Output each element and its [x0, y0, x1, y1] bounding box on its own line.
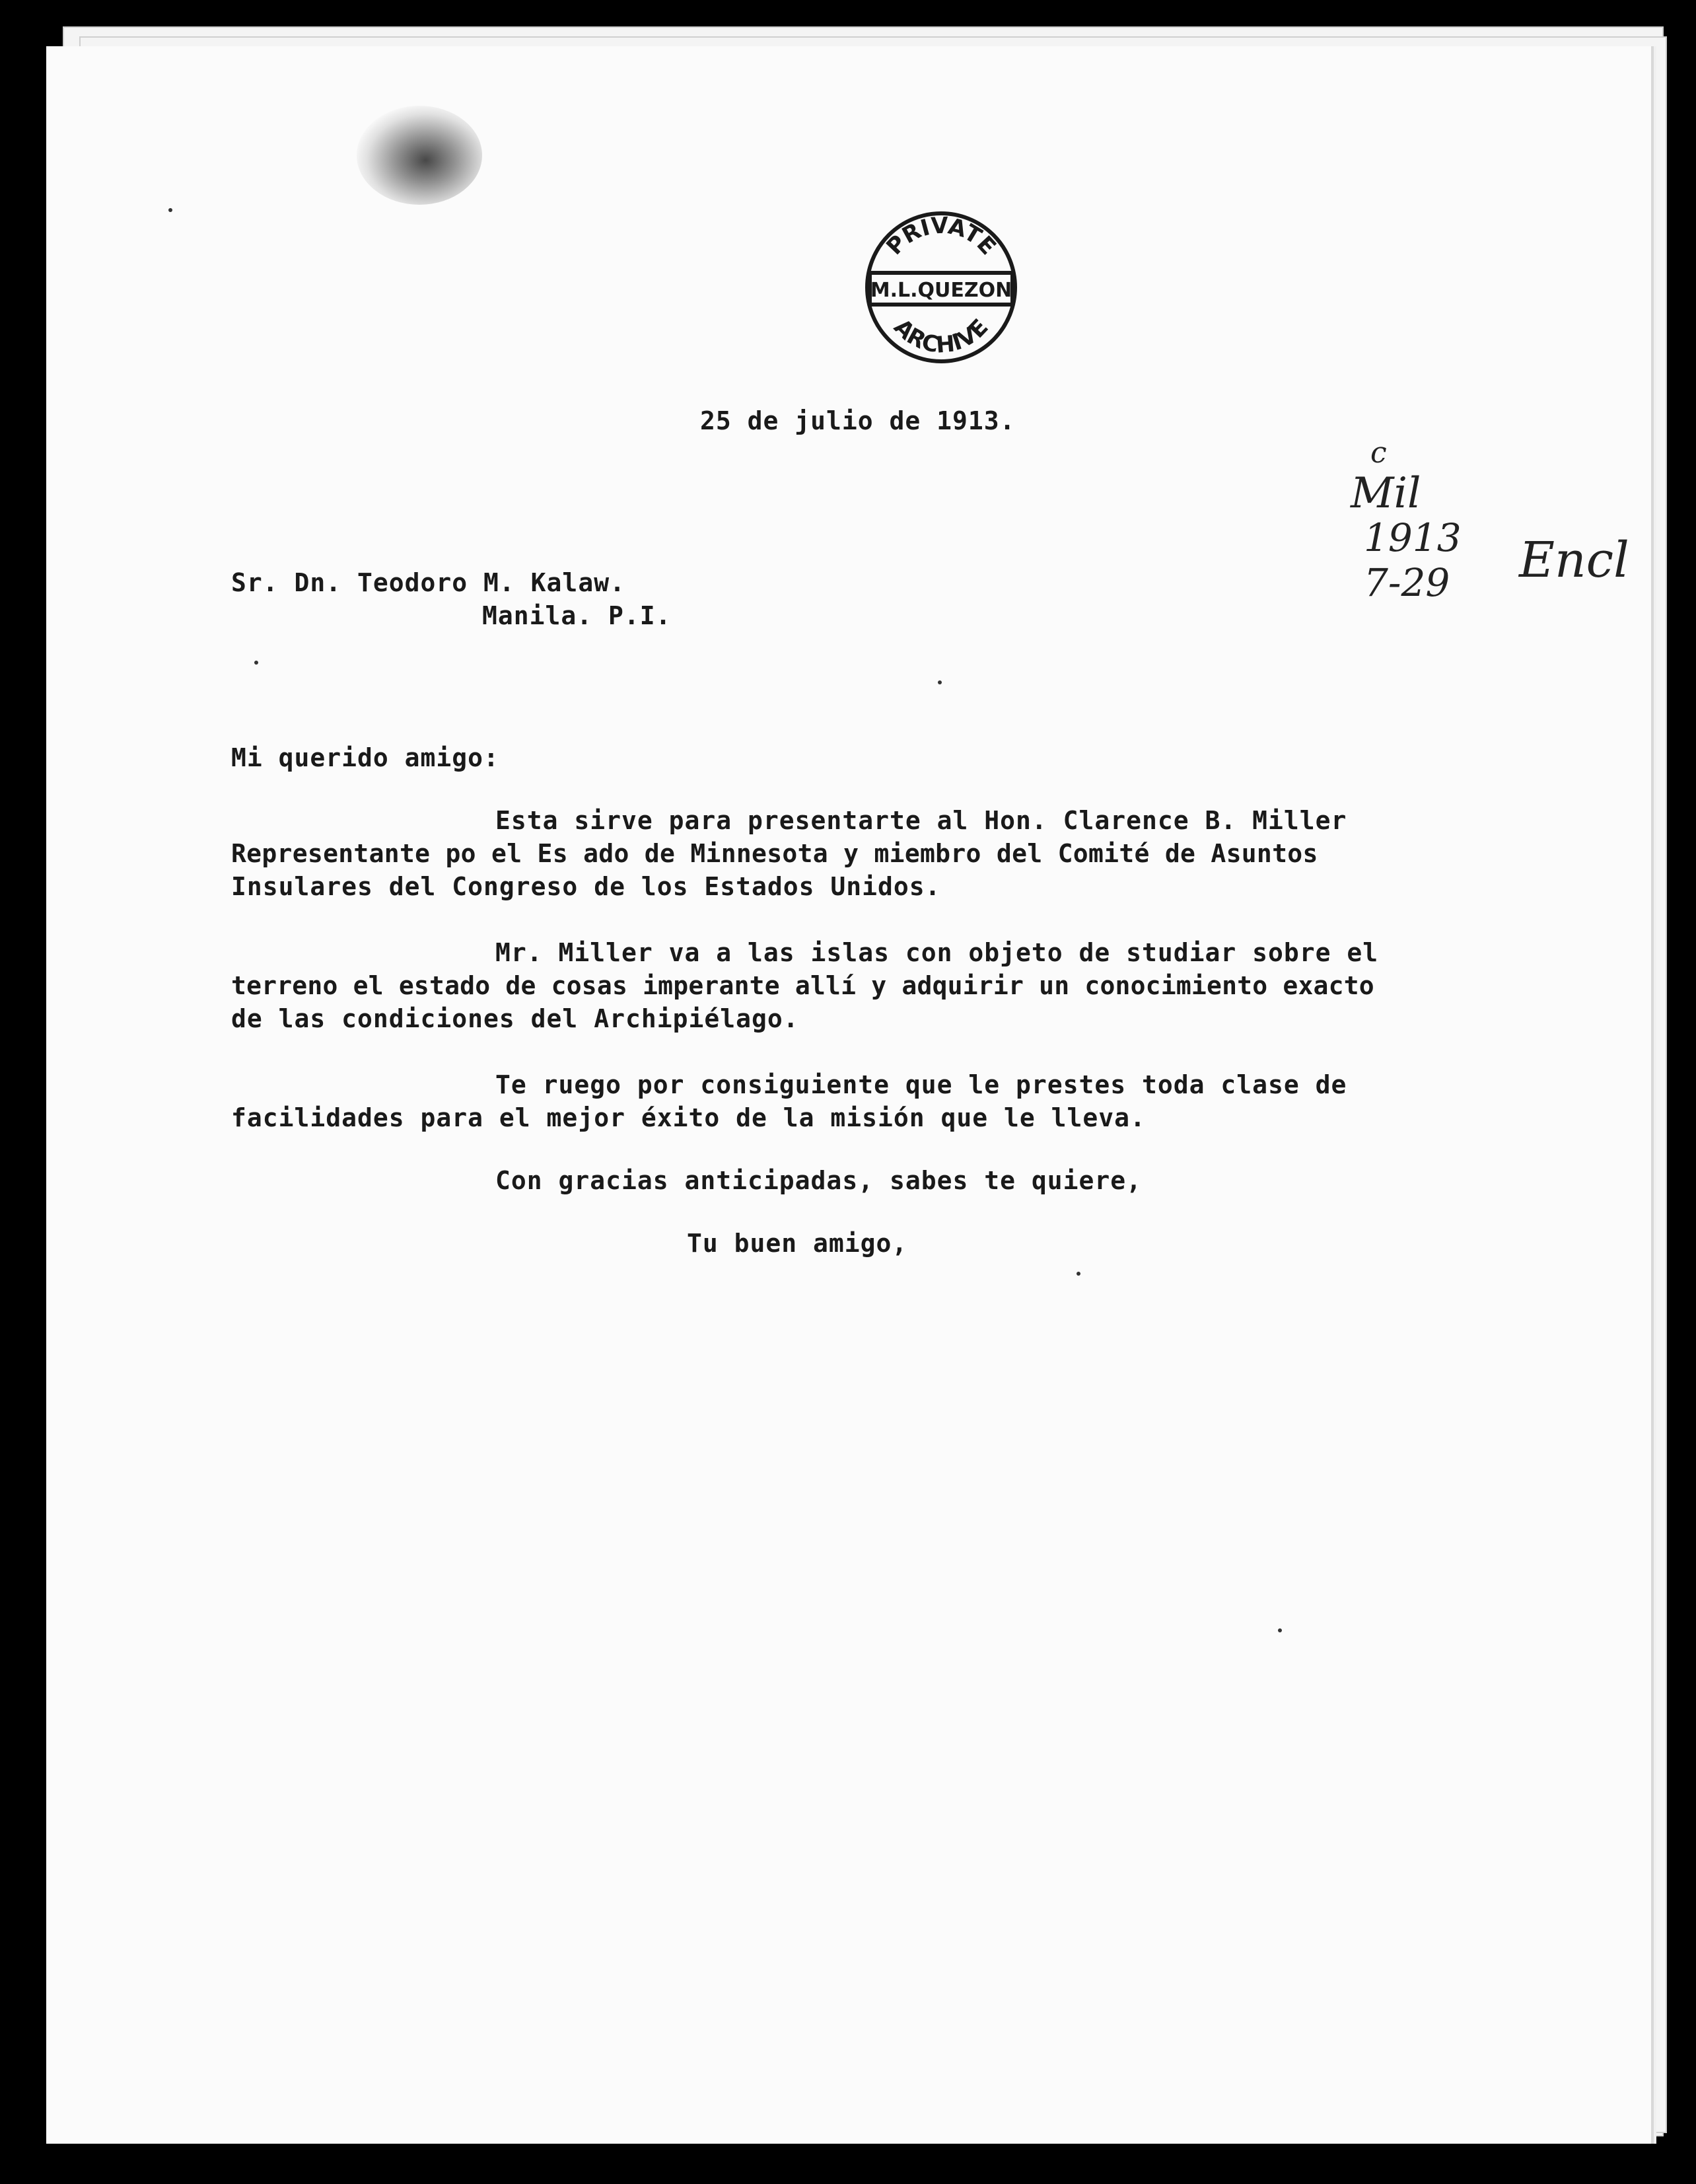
closing-line: Con gracias anticipadas, sabes te quiere,	[495, 1166, 1142, 1195]
speck	[168, 208, 172, 212]
addressee-city: Manila. P.I.	[482, 601, 672, 630]
speck	[254, 661, 258, 665]
annotation-c: c	[1370, 436, 1387, 470]
paragraph-3-line-2: facilidades para el mejor éxito de la misión que le lleva.	[231, 1103, 1146, 1132]
salutation: Mi querido amigo:	[231, 743, 499, 772]
annotation-mil: Mil	[1351, 469, 1421, 518]
annotation-year: 1913	[1364, 515, 1462, 560]
addressee-name: Sr. Dn. Teodoro M. Kalaw.	[231, 568, 625, 597]
stamp-top-text: PRIVATE	[881, 212, 1001, 260]
speck	[1077, 1272, 1080, 1276]
paragraph-1-line-3: Insulares del Congreso de los Estados Unidos.	[231, 872, 941, 901]
paragraph-3-line-1: Te ruego por consiguiente que le prestes toda clase de	[495, 1070, 1347, 1099]
annotation-date: 7-29	[1364, 560, 1450, 605]
paragraph-1-line-2: Representante po el Es ado de Minnesota y miembro del Comité de Asuntos	[231, 839, 1318, 868]
letter-page	[46, 46, 1651, 2144]
stamp-center-text: M.L.QUEZON	[870, 279, 1012, 302]
speck	[1278, 1628, 1282, 1632]
paragraph-2-line-1: Mr. Miller va a las islas con objeto de studiar sobre el	[495, 938, 1379, 967]
letter-date: 25 de julio de 1913.	[700, 406, 1016, 435]
paragraph-2-line-3: de las condiciones del Archipiélago.	[231, 1004, 799, 1033]
speck	[938, 680, 942, 684]
archive-stamp	[862, 208, 1020, 367]
closing-signoff: Tu buen amigo,	[687, 1229, 908, 1258]
paragraph-2-line-2: terreno el estado de cosas imperante allí y adquirir un conocimiento exacto	[231, 971, 1374, 1000]
paragraph-1-line-1: Esta sirve para presentarte al Hon. Clarence B. Miller	[495, 806, 1347, 835]
annotation-encl: Encl	[1519, 532, 1629, 589]
stamp-bottom-text: ARCHIVE	[888, 314, 994, 359]
ink-smudge	[357, 106, 482, 205]
